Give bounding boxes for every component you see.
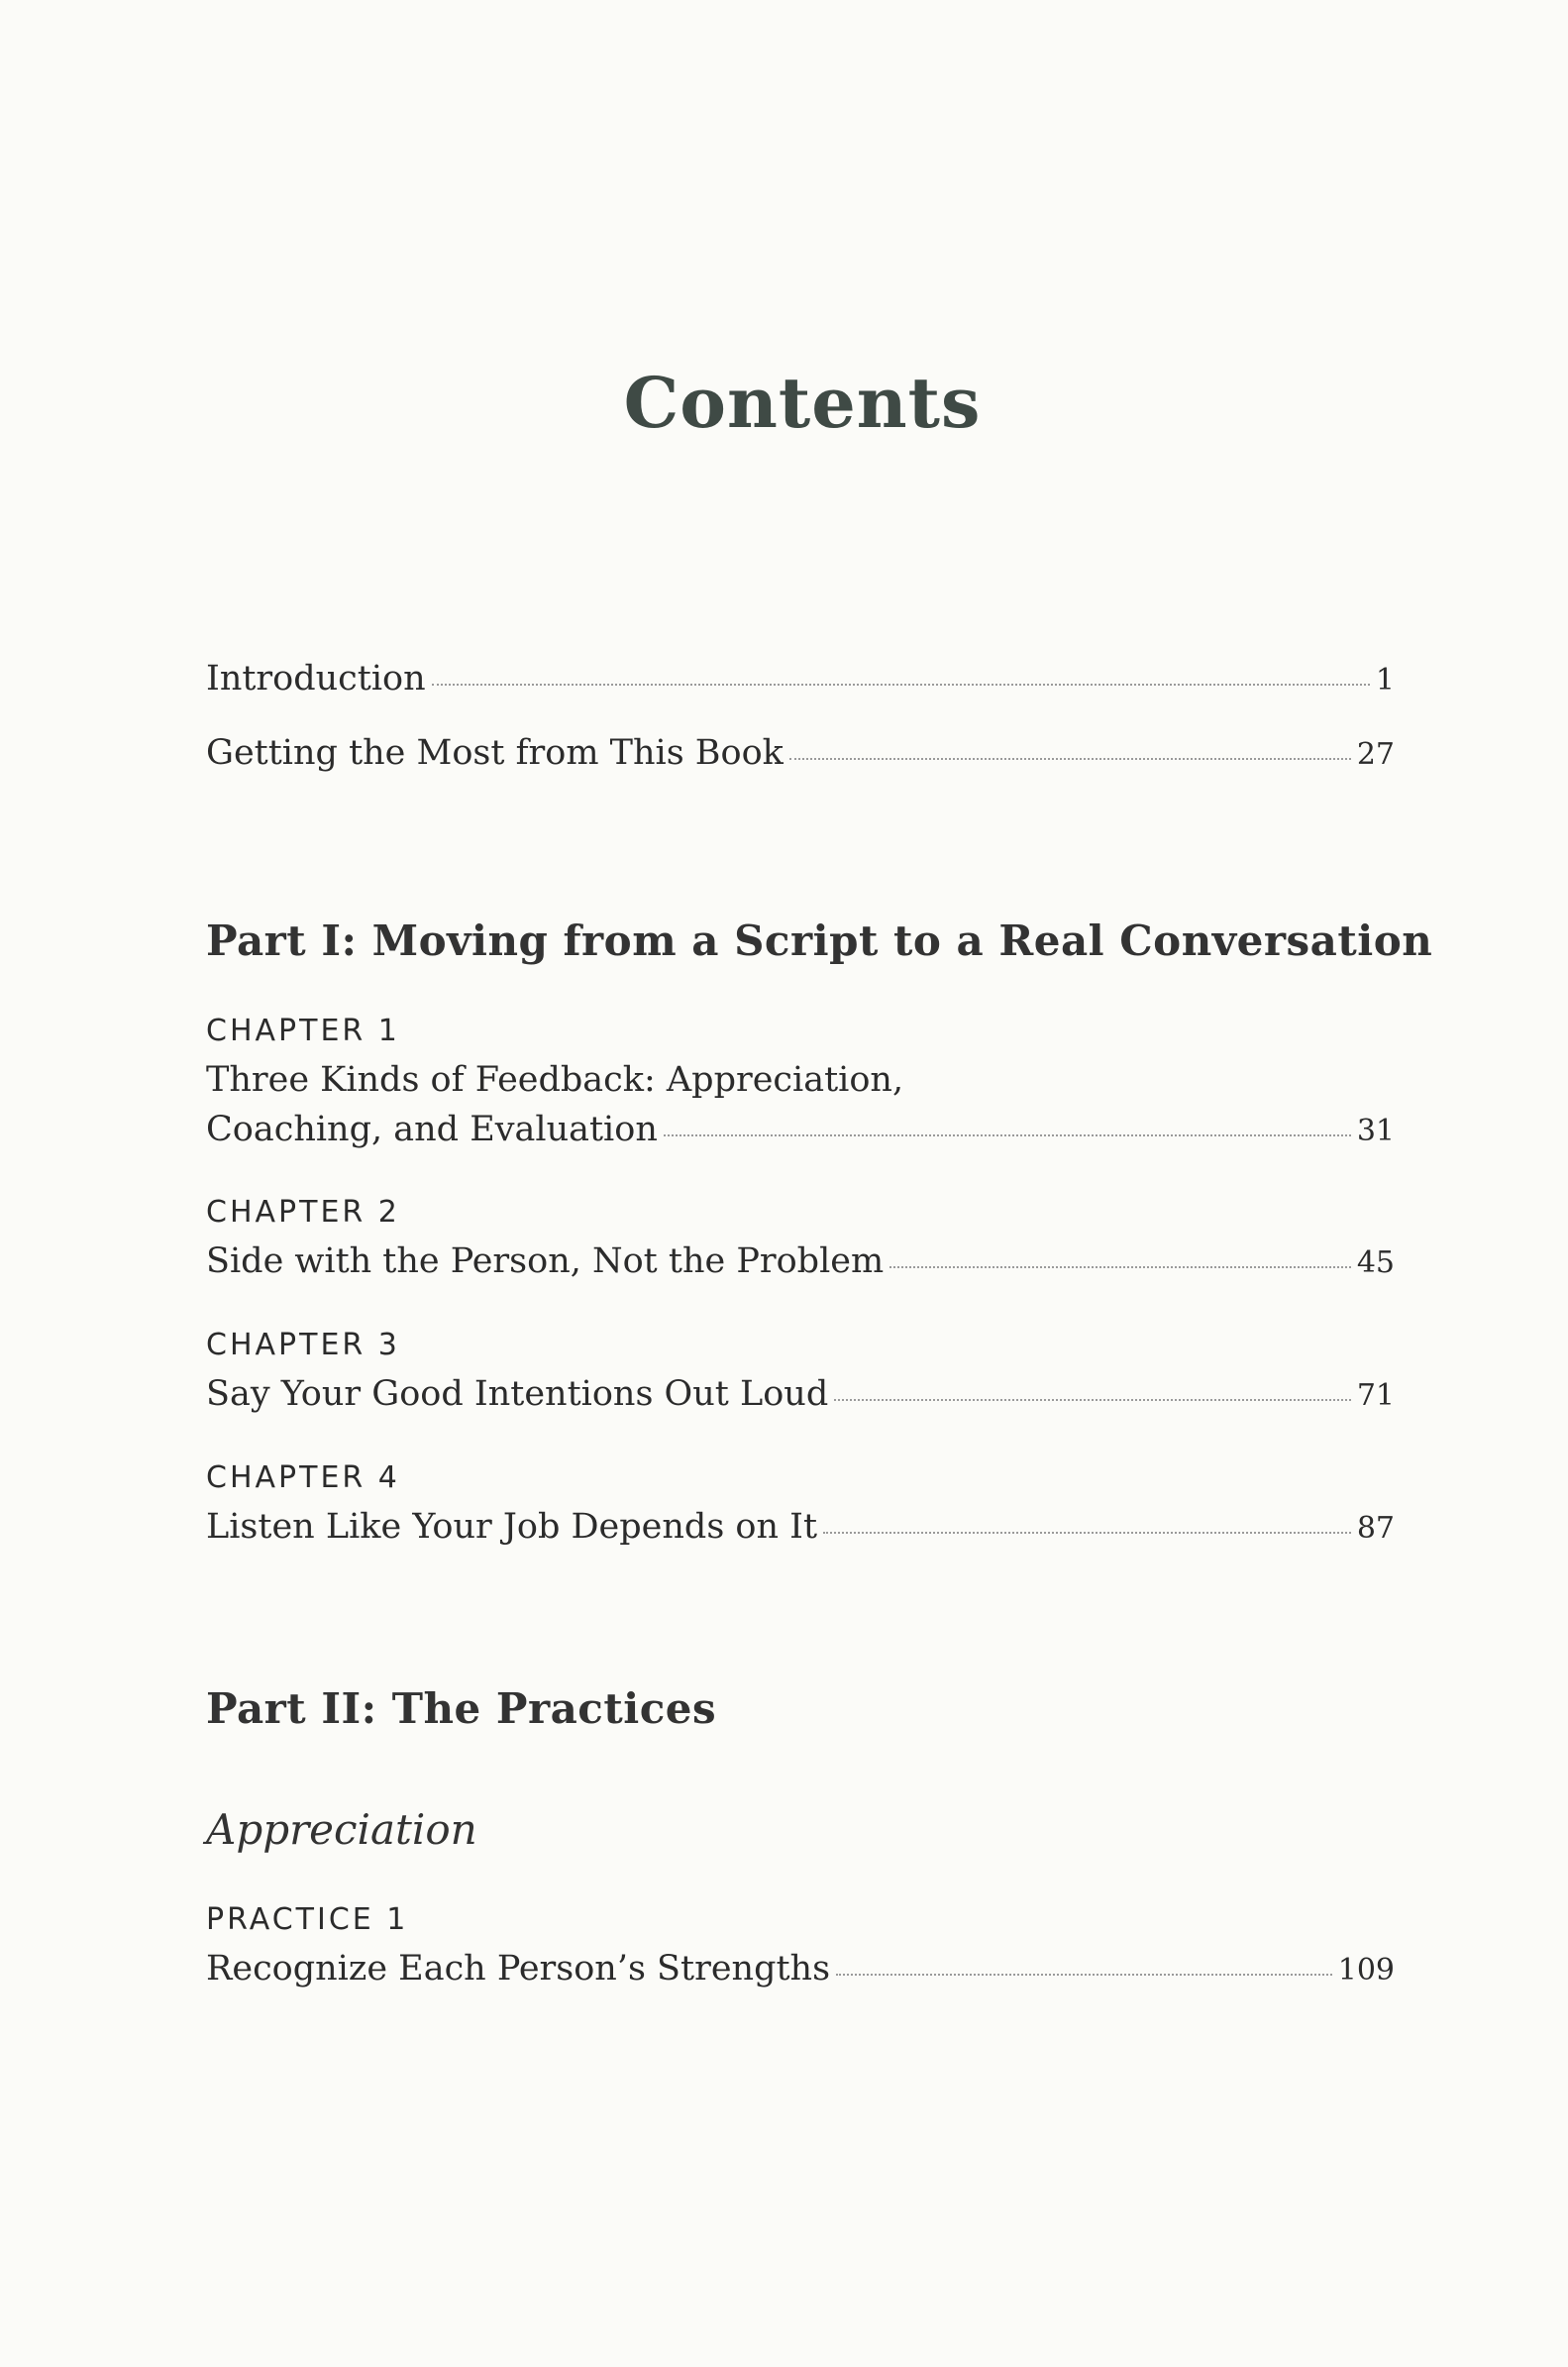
dot-leader [834, 1399, 1351, 1401]
practice-label: PRACTICE 1 [206, 1902, 409, 1937]
chapter-label: CHAPTER 1 [206, 1014, 400, 1048]
toc-page-number: 87 [1356, 1511, 1395, 1546]
dot-leader [889, 1266, 1351, 1268]
toc-entry-label: Getting the Most from This Book [206, 733, 784, 773]
toc-page-number: 31 [1356, 1114, 1395, 1148]
toc-entry-label: Side with the Person, Not the Problem [206, 1241, 885, 1281]
dot-leader [823, 1532, 1351, 1534]
toc-entry-introduction[interactable] [206, 654, 1395, 705]
chapter-label: CHAPTER 3 [206, 1328, 400, 1362]
dot-leader [789, 758, 1351, 760]
chapter-title-line: Three Kinds of Feedback: Appreciation, [206, 1060, 904, 1100]
toc-entry-practice-1[interactable] [206, 1944, 1395, 1995]
chapter-label: CHAPTER 2 [206, 1195, 400, 1230]
toc-page-number: 1 [1375, 663, 1395, 698]
toc-page-number: 109 [1337, 1953, 1395, 1988]
toc-entry-label: Listen Like Your Job Depends on It [206, 1507, 818, 1547]
toc-entry-chapter-2[interactable] [206, 1237, 1395, 1288]
page-title: Contents [623, 362, 982, 444]
dot-leader [836, 1974, 1332, 1976]
dot-leader [664, 1134, 1351, 1136]
dot-leader [432, 684, 1370, 686]
toc-page-number: 45 [1356, 1245, 1395, 1280]
subsection-heading: Appreciation [206, 1805, 477, 1854]
chapter-label: CHAPTER 4 [206, 1460, 400, 1495]
toc-entry-label: Say Your Good Intentions Out Loud [206, 1374, 829, 1414]
toc-entry-chapter-4[interactable] [206, 1502, 1395, 1554]
toc-page-number: 71 [1356, 1378, 1395, 1413]
toc-entry-label: Recognize Each Person’s Strengths [206, 1949, 831, 1989]
toc-entry-label: Introduction [206, 659, 426, 699]
part-heading: Part I: Moving from a Script to a Real Conversation [206, 916, 1433, 965]
toc-entry-chapter-1[interactable] [206, 1105, 1395, 1156]
toc-entry-getting-the-most[interactable] [206, 728, 1395, 780]
toc-entry-label: Coaching, and Evaluation [206, 1110, 658, 1149]
toc-entry-chapter-3[interactable] [206, 1369, 1395, 1421]
toc-page-number: 27 [1356, 737, 1395, 772]
part-heading: Part II: The Practices [206, 1684, 717, 1733]
